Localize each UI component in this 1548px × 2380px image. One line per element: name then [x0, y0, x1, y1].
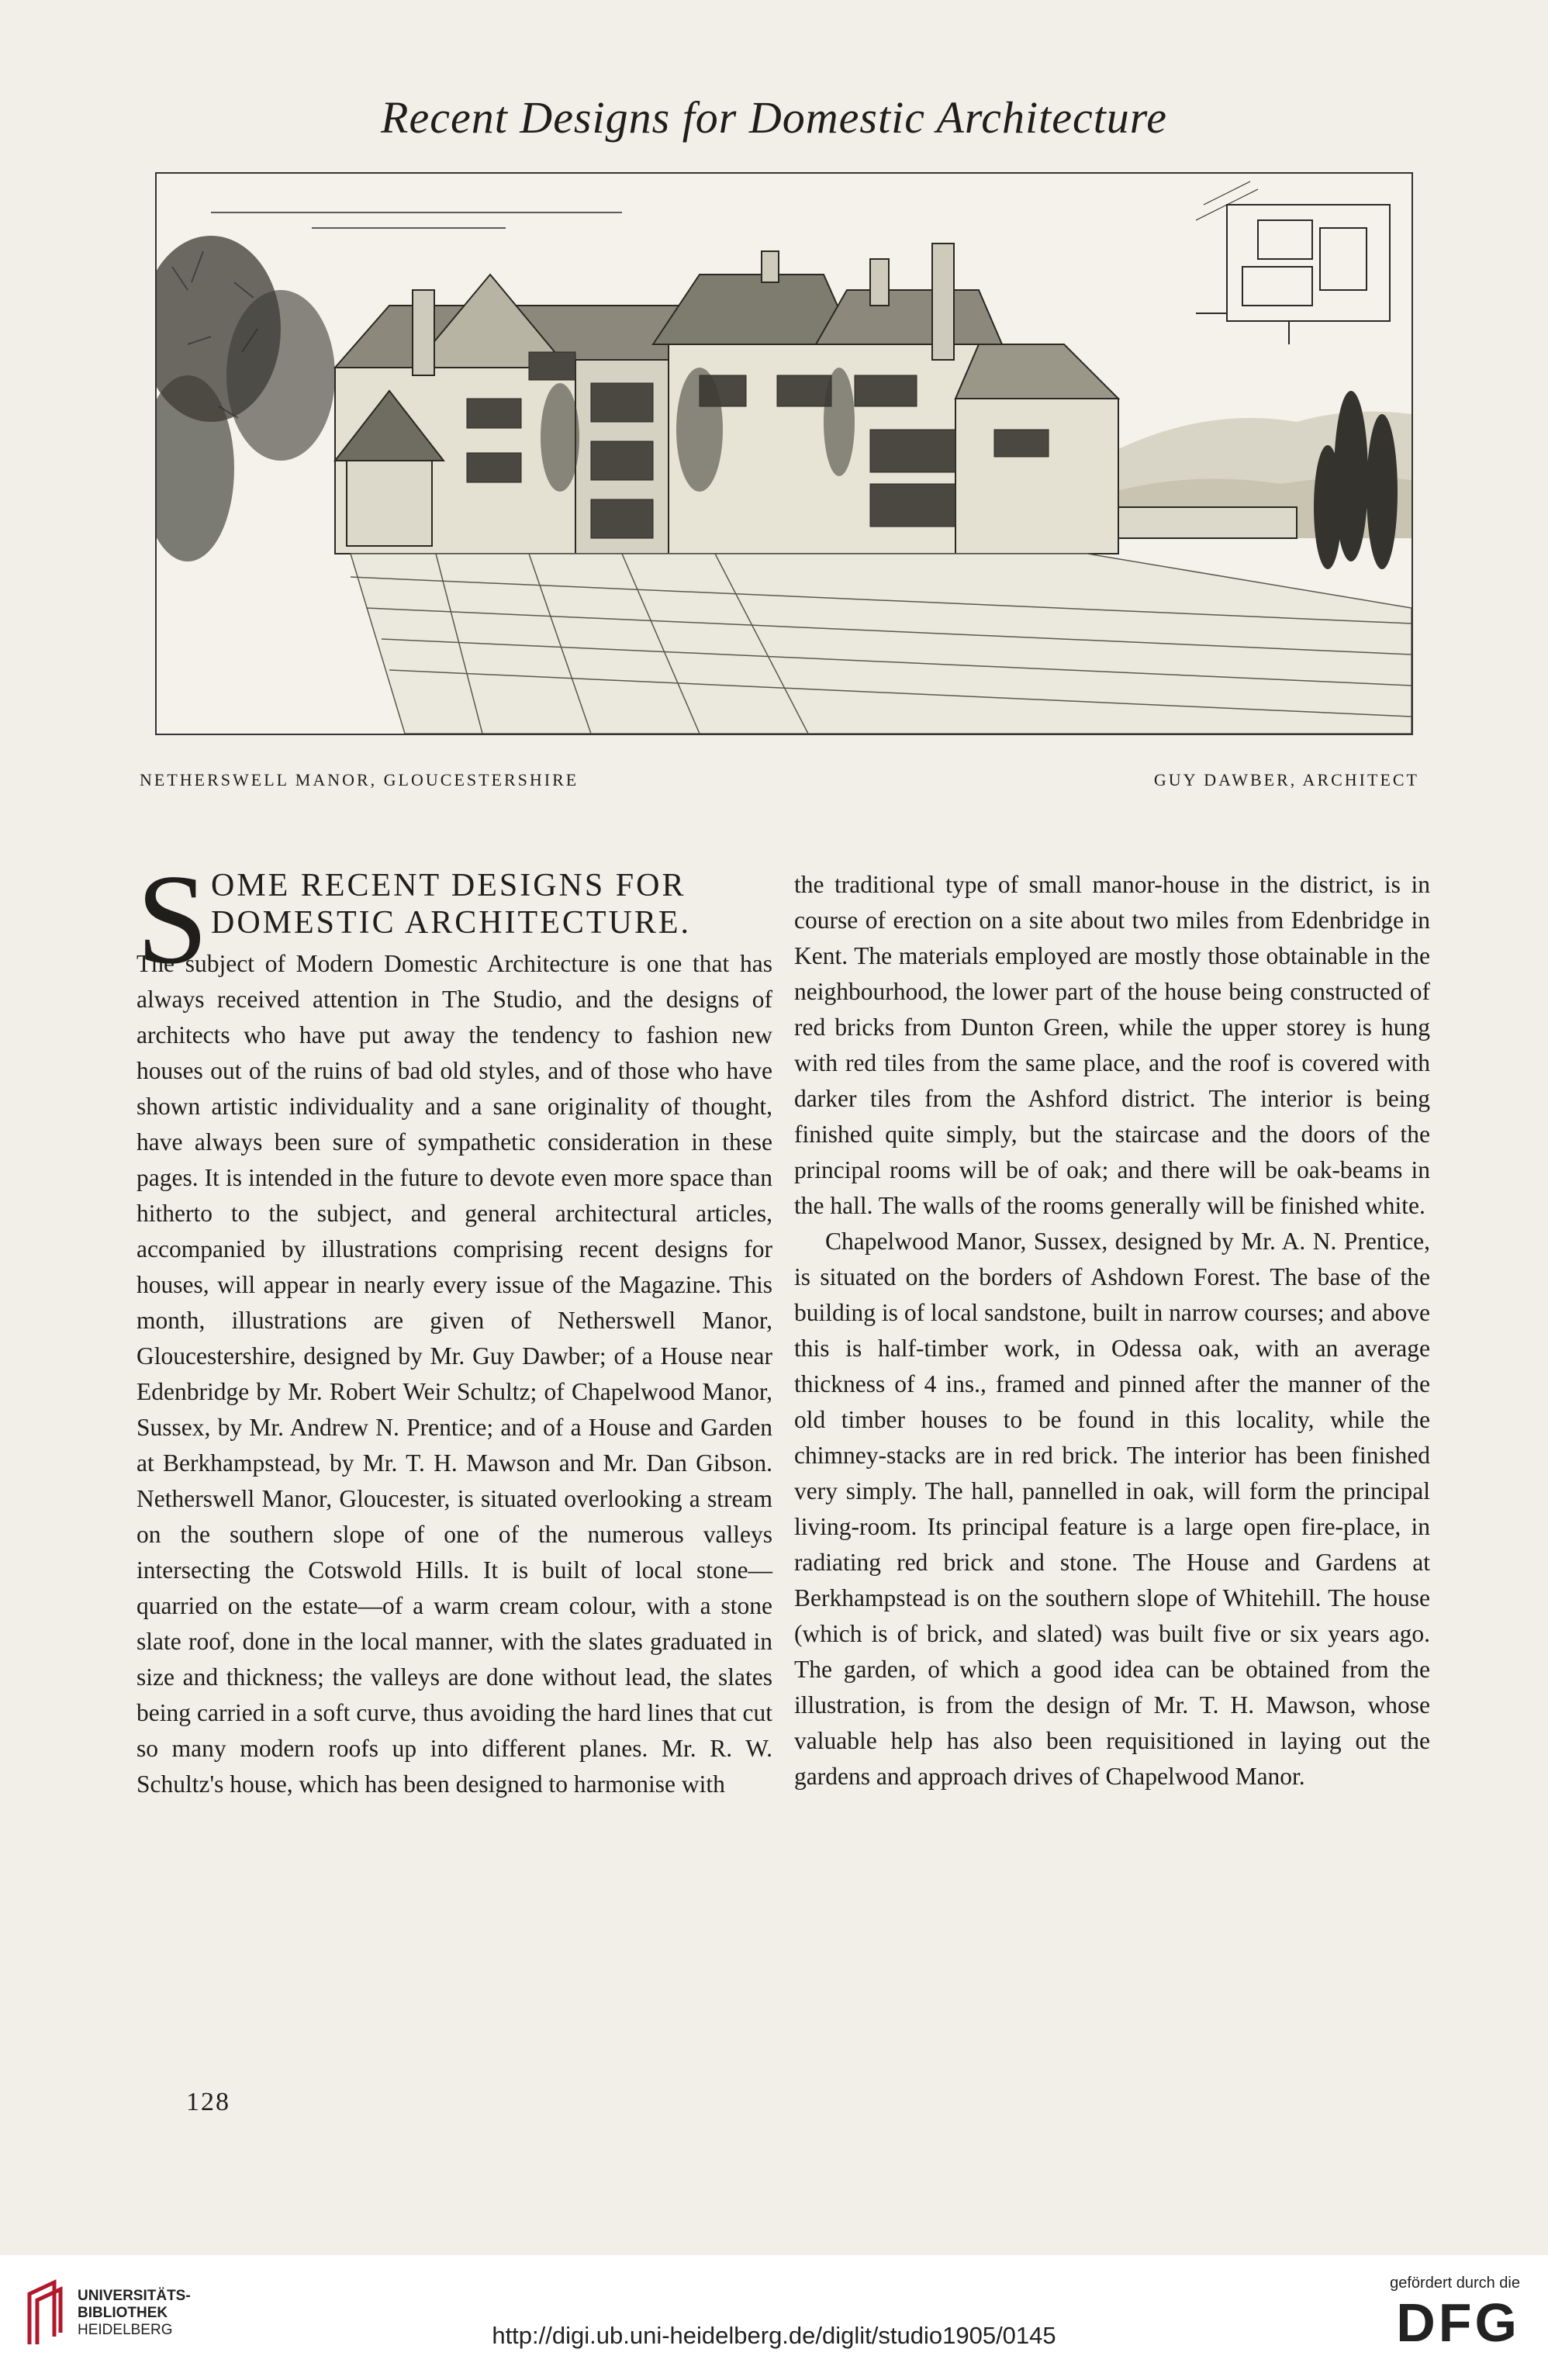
netherswell-manor-illustration [155, 172, 1413, 735]
dfg-logo-text: DFG [1396, 2292, 1520, 2353]
right-column [794, 867, 1430, 1802]
source-url-link[interactable]: http://digi.ub.uni-heidelberg.de/diglit/studio1905/0145 [492, 2322, 1056, 2349]
funded-by-label: gefördert durch die [1390, 2275, 1520, 2292]
headline-line-2: DOMESTIC ARCHITECTURE. [211, 905, 692, 941]
article-headline [136, 848, 772, 990]
right-column-paragraph-2: Chapelwood Manor, Sussex, designed by Mr. A. N. Prentice, is situated on the borders of Ashdown Forest. The base of the building is of local sandstone, built in narrow courses; and above this is half-timber work, in Odessa oak, with an average thickness of 4 ins., framed and pinned after the manner of the old timber houses to be found in this locality, while the chimney-stacks are in red brick. The interior has been finished very simply. The hall, pannelled in oak, will form the principal living-room. Its principal feature is a large open fire-place, in radiating red brick and stone. The House and Gardens at Berkhampstead is on the southern slope of Whitehill. The house (which is of brick, and slated) was built five or six years ago. The garden, of which a good idea can be obtained from the illustration, is from the design of Mr. T. H. Mawson, whose valuable help has also been requisitioned in laying out the gardens and approach drives of Chapelwood Manor. [794, 1228, 1430, 1790]
article-body [136, 848, 1430, 1802]
drop-cap: S [136, 848, 209, 990]
funder-logo[interactable] [1390, 2275, 1520, 2353]
running-title: Recent Designs for Domestic Architecture [381, 92, 1167, 143]
right-column-paragraph-1: the traditional type of small manor-house in the district, is in course of erection on a site about two miles from Edenbridge in Kent. The materials employed are mostly those obtainable in the neighbourhood, the lower part of the house being constructed of red bricks from Dunton Green, while the upper storey is hung with red tiles from the same place, and the roof is covered with darker tiles from the Ashford district. The interior is being finished quite simply, but the staircase and the doors of the principal rooms will be of oak; and there will be oak-beams in the hall. The walls of the rooms generally will be finished white. [794, 871, 1430, 1219]
library-line-1: UNIVERSITÄTS- [78, 2288, 191, 2304]
library-line-3: HEIDELBERG [78, 2322, 173, 2338]
page-number: 128 [186, 2088, 230, 2116]
left-column [136, 848, 772, 1802]
figure-caption-right: GUY DAWBER, ARCHITECT [1153, 770, 1419, 789]
library-line-2: BIBLIOTHEK [78, 2305, 168, 2321]
headline-line-1: OME RECENT DESIGNS FOR [211, 868, 686, 903]
figure-caption-left: NETHERSWELL MANOR, GLOUCESTERSHIRE [140, 770, 579, 789]
footer-bar [0, 2255, 1548, 2380]
left-column-paragraph: The subject of Modern Domestic Architecture is one that has always received attention in The Studio, and the designs of architects who have put away the tendency to fashion new houses out of the ruins of bad old styles, and of those who have shown artistic individuality and a sane originality of thought, have always been sure of sympathetic consideration in these pages. It is intended in the future to devote even more space than hitherto to the subject, and general architectural articles, accompanied by illustrations comprising recent designs for houses, will appear in nearly every issue of the Magazine. This month, illustrations are given of Netherswell Manor, Gloucestershire, designed by Mr. Guy Dawber; of a House near Edenbridge by Mr. Robert Weir Schultz; of Chapelwood Manor, Sussex, by Mr. Andrew N. Prentice; and of a House and Garden at Berkhampstead, by Mr. T. H. Mawson and Mr. Dan Gibson. Netherswell Manor, Gloucester, is situated overlooking a stream on the southern slope of one of the numerous valleys intersecting the Cotswold Hills. It is built of local stone—quarried on the estate—of a warm cream colour, with a stone slate roof, done in the local manner, with the slates graduated in size and thickness; the valleys are done without lead, the slates being carried in a soft curve, thus avoiding the hard lines that cut so many modern roofs up into different planes. Mr. R. W. Schultz's house, which has been designed to harmonise with [136, 950, 772, 1798]
